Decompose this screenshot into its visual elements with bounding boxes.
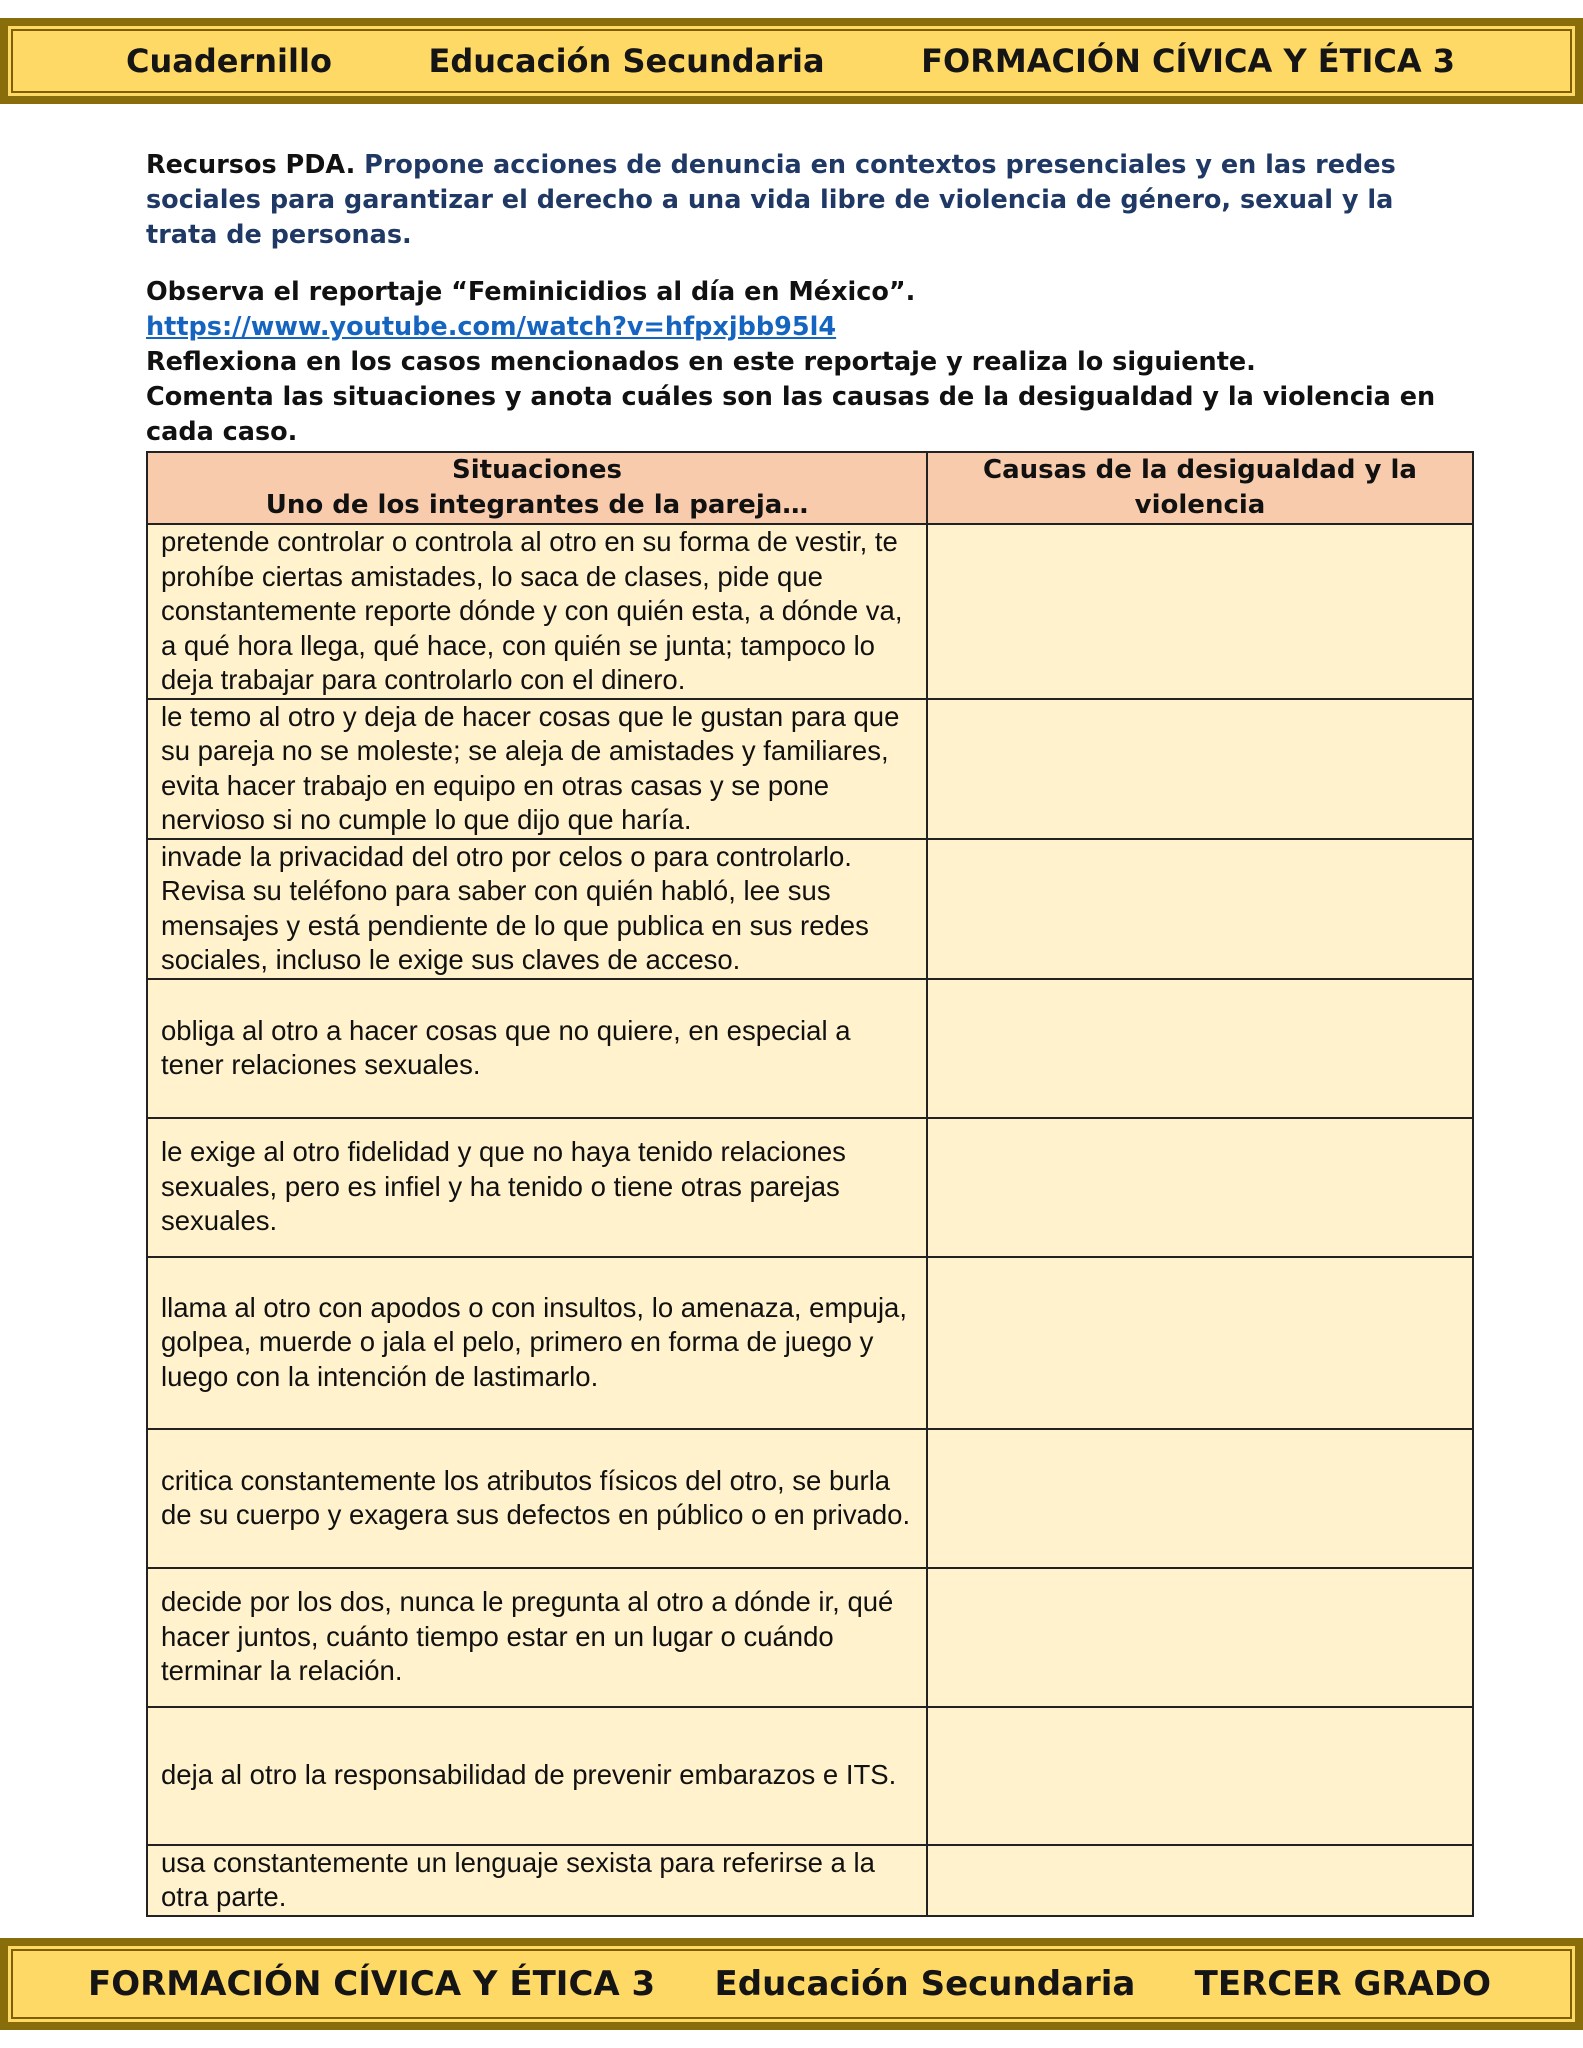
- table-row: [147, 979, 1473, 1118]
- table-row: [147, 1845, 1473, 1916]
- footer-right-title: TERCER GRADO: [1194, 1964, 1491, 2004]
- pda-label: Recursos PDA.: [146, 150, 356, 180]
- causes-answer-cell[interactable]: [927, 1845, 1473, 1916]
- causes-answer-cell[interactable]: [927, 524, 1473, 699]
- situation-cell: le temo al otro y deja de hacer cosas que le gustan para que su pareja no se moleste; se aleja de amistades y familiares, evita hacer trabajo en equipo en otras casas y se pone nervioso si no cumple lo que dijo que haría.: [147, 699, 927, 839]
- pda-text: Propone acciones de denuncia en contextos presenciales y en las redes sociales para garantizar el derecho a una vida libre de violencia de género, sexual y la trata de personas.: [146, 150, 1396, 250]
- causes-answer-cell[interactable]: [927, 699, 1473, 839]
- pda-paragraph: [146, 148, 1466, 253]
- situation-cell: usa constantemente un lenguaje sexista para referirse a la otra parte.: [147, 1845, 927, 1916]
- table-row: [147, 1707, 1473, 1845]
- causes-answer-cell[interactable]: [927, 1568, 1473, 1707]
- footer-center-title: Educación Secundaria: [714, 1964, 1136, 2004]
- causes-column-header: Causas de la desigualdad y la violencia: [927, 452, 1473, 524]
- instructions: [146, 275, 1466, 450]
- causes-answer-cell[interactable]: [927, 839, 1473, 979]
- video-link[interactable]: https://www.youtube.com/watch?v=hfpxjbb95l4: [146, 312, 837, 342]
- header-right-title: FORMACIÓN CÍVICA Y ÉTICA 3: [921, 42, 1455, 80]
- header-center-title: Educación Secundaria: [428, 42, 825, 80]
- causes-answer-cell[interactable]: [927, 979, 1473, 1118]
- comment-instruction: Comenta las situaciones y anota cuáles son las causas de la desigualdad y la violencia en cada caso.: [146, 382, 1436, 447]
- table-row: [147, 524, 1473, 699]
- situation-cell: critica constantemente los atributos físicos del otro, se burla de su cuerpo y exagera sus defectos en público o en privado.: [147, 1429, 927, 1568]
- table-row: [147, 1118, 1473, 1257]
- observe-instruction: Observa el reportaje “Feminicidios al día en México”.: [146, 277, 916, 307]
- situation-cell: pretende controlar o controla al otro en su forma de vestir, te prohíbe ciertas amistades, lo saca de clases, pide que constantemente reporte dónde y con quién esta, a dónde va, a qué hora llega, qué hace, con quién se junta; tampoco lo deja trabajar para controlarlo con el dinero.: [147, 524, 927, 699]
- causes-answer-cell[interactable]: [927, 1707, 1473, 1845]
- table-row: [147, 699, 1473, 839]
- table-header-row: [147, 452, 1473, 524]
- causes-answer-cell[interactable]: [927, 1429, 1473, 1568]
- situations-table: [146, 451, 1474, 1917]
- situation-cell: le exige al otro fidelidad y que no haya tenido relaciones sexuales, pero es infiel y ha tenido o tiene otras parejas sexuales.: [147, 1118, 927, 1257]
- causes-answer-cell[interactable]: [927, 1257, 1473, 1429]
- table-row: [147, 1429, 1473, 1568]
- table-row: [147, 1257, 1473, 1429]
- header-left-title: Cuadernillo: [126, 42, 332, 80]
- footer-banner: [0, 1938, 1583, 2030]
- reflect-instruction: Reflexiona en los casos mencionados en este reportaje y realiza lo siguiente.: [146, 347, 1256, 377]
- situations-header-subtitle: Uno de los integrantes de la pareja…: [265, 490, 809, 520]
- table-row: [147, 839, 1473, 979]
- situations-header-title: Situaciones: [452, 455, 622, 485]
- situation-cell: deja al otro la responsabilidad de prevenir embarazos e ITS.: [147, 1707, 927, 1845]
- situation-cell: obliga al otro a hacer cosas que no quiere, en especial a tener relaciones sexuales.: [147, 979, 927, 1118]
- situation-cell: invade la privacidad del otro por celos o para controlarlo. Revisa su teléfono para saber con quién habló, lee sus mensajes y está pendiente de lo que publica en sus redes sociales, incluso le exige sus claves de acceso.: [147, 839, 927, 979]
- situation-cell: llama al otro con apodos o con insultos, lo amenaza, empuja, golpea, muerde o jala el pelo, primero en forma de juego y luego con la intención de lastimarlo.: [147, 1257, 927, 1429]
- situations-column-header: [147, 452, 927, 524]
- header-banner: [0, 18, 1583, 104]
- worksheet-body: [146, 148, 1466, 450]
- footer-left-title: FORMACIÓN CÍVICA Y ÉTICA 3: [88, 1964, 656, 2004]
- causes-answer-cell[interactable]: [927, 1118, 1473, 1257]
- situation-cell: decide por los dos, nunca le pregunta al otro a dónde ir, qué hacer juntos, cuánto tiempo estar en un lugar o cuándo terminar la relación.: [147, 1568, 927, 1707]
- table-row: [147, 1568, 1473, 1707]
